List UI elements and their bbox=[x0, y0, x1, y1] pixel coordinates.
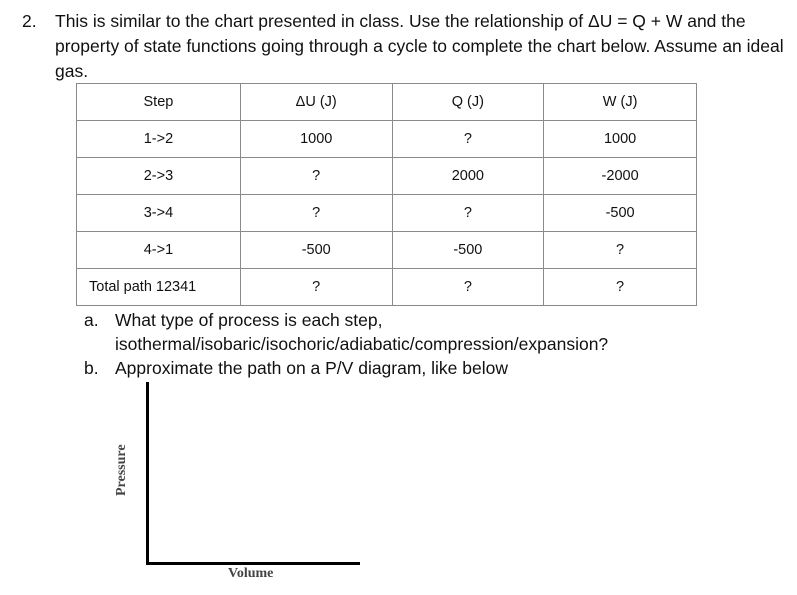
cell-w: ? bbox=[544, 232, 697, 269]
cell-w: -2000 bbox=[544, 158, 697, 195]
question-number: 2. bbox=[22, 11, 37, 31]
sub-question-letter: b. bbox=[84, 358, 99, 378]
volume-axis bbox=[146, 562, 360, 565]
header-q: Q (J) bbox=[392, 84, 544, 121]
question-text: This is similar to the chart presented in class. Use the relationship of ΔU = Q + W and the property of state functions going through a cycle to complete the chart below. Assume an ideal gas. bbox=[55, 11, 784, 81]
cell-delta-u: ? bbox=[240, 158, 392, 195]
table-row-total bbox=[77, 269, 697, 306]
header-delta-u: ΔU (J) bbox=[240, 84, 392, 121]
cell-q: ? bbox=[392, 195, 544, 232]
sub-question-a bbox=[84, 308, 784, 356]
cell-delta-u: ? bbox=[240, 195, 392, 232]
sub-question-letter: a. bbox=[84, 310, 99, 330]
cell-w: 1000 bbox=[544, 121, 697, 158]
cell-delta-u: -500 bbox=[240, 232, 392, 269]
cell-step: 2->3 bbox=[77, 158, 241, 195]
pressure-axis bbox=[146, 382, 149, 564]
sub-question-text: Approximate the path on a P/V diagram, like below bbox=[115, 358, 508, 378]
question-2 bbox=[22, 9, 792, 84]
cell-q: 2000 bbox=[392, 158, 544, 195]
cell-w: -500 bbox=[544, 195, 697, 232]
cell-q: ? bbox=[392, 269, 544, 306]
energy-table bbox=[76, 83, 697, 306]
cell-w: ? bbox=[544, 269, 697, 306]
pv-diagram bbox=[110, 380, 370, 590]
header-step: Step bbox=[77, 84, 241, 121]
table-row bbox=[77, 232, 697, 269]
table-header-row bbox=[77, 84, 697, 121]
volume-axis-label: Volume bbox=[228, 566, 274, 581]
cell-delta-u: 1000 bbox=[240, 121, 392, 158]
sub-questions bbox=[84, 308, 784, 380]
cell-q: ? bbox=[392, 121, 544, 158]
cell-step: Total path 12341 bbox=[77, 269, 241, 306]
cell-step: 4->1 bbox=[77, 232, 241, 269]
pressure-axis-label: Pressure bbox=[114, 444, 129, 496]
cell-q: -500 bbox=[392, 232, 544, 269]
table-row bbox=[77, 195, 697, 232]
table-row bbox=[77, 121, 697, 158]
sub-question-text: What type of process is each step, isothermal/isobaric/isochoric/adiabatic/compression/expansion? bbox=[115, 310, 609, 354]
table-row bbox=[77, 158, 697, 195]
sub-question-b bbox=[84, 356, 784, 380]
cell-delta-u: ? bbox=[240, 269, 392, 306]
header-w: W (J) bbox=[544, 84, 697, 121]
cell-step: 3->4 bbox=[77, 195, 241, 232]
cell-step: 1->2 bbox=[77, 121, 241, 158]
